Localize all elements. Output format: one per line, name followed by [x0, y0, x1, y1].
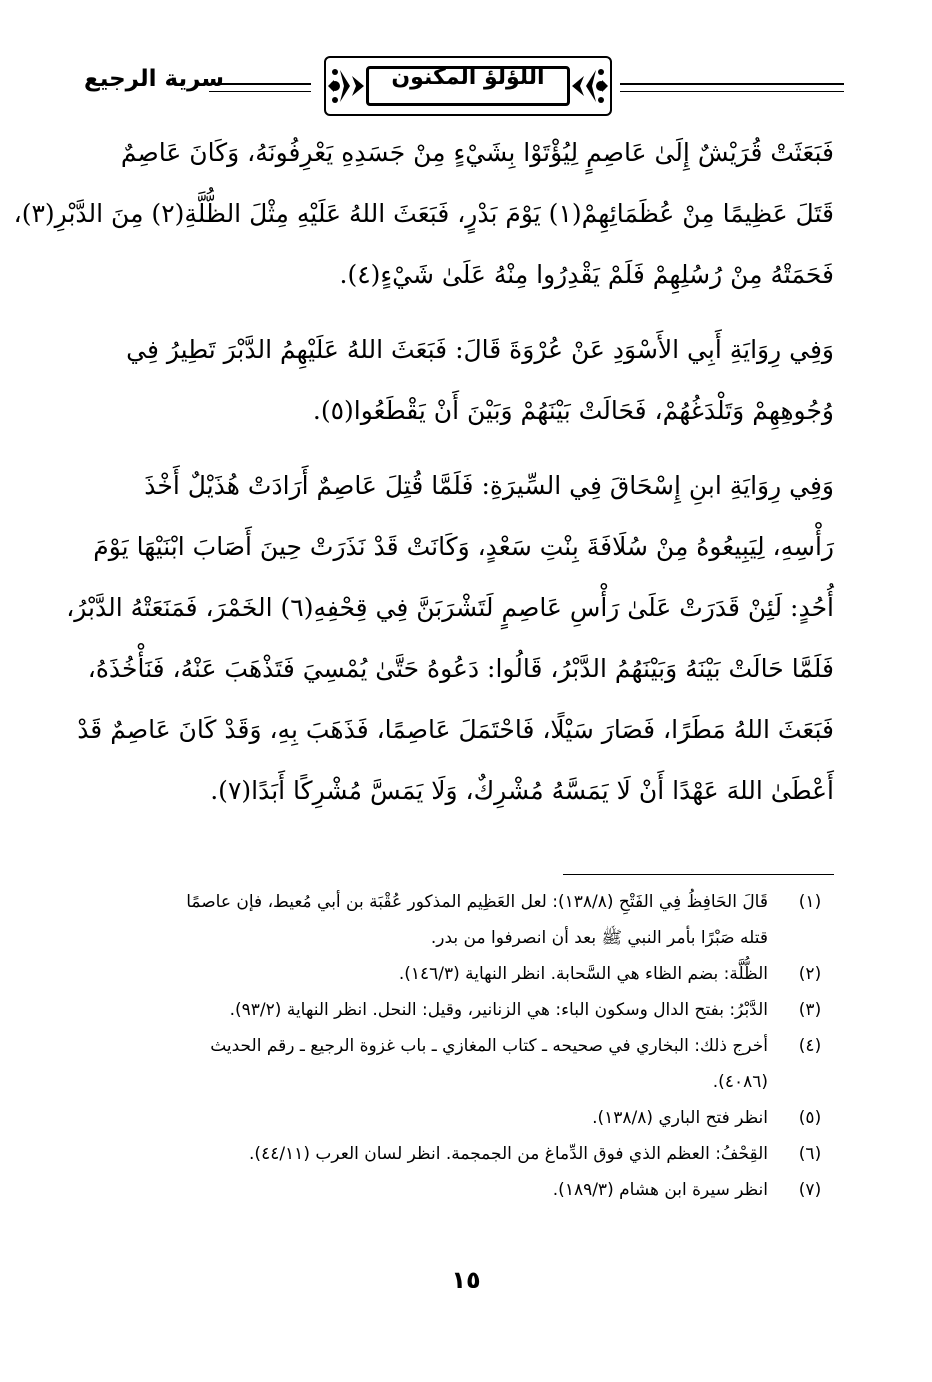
text-line: فَحَمَتْهُ مِنْ رُسُلِهِمْ فَلَمْ يَقْدِرُوا مِنْهُ عَلَىٰ شَيْءٍ(٤).	[339, 260, 834, 289]
footnote-text: الدَّبْرُ: بفتح الدال وسكون الباء: هي الزنانير، وقيل: النحل. انظر النهاية (٩٣/٢).	[229, 1000, 768, 1020]
text-line: قَتَلَ عَظِيمًا مِنْ عُظَمَائِهِمْ(١) يَوْمَ بَدْرٍ، فَبَعَثَ اللهُ عَلَيْهِ مِثْلَ الظُّلَّةِ(٢) مِنَ الدَّبْرِ(٣)،	[13, 199, 834, 228]
paragraph	[66, 455, 834, 821]
footnote-text: انظر فتح الباري (١٣٨/٨).	[592, 1108, 768, 1128]
paragraph	[96, 319, 834, 441]
footnote-number: (٤)	[798, 1036, 822, 1056]
footnote-separator	[563, 874, 834, 875]
footnote	[96, 884, 834, 956]
footnote-text: انظر سيرة ابن هشام (١٨٩/٣).	[552, 1180, 768, 1200]
header-rule-left	[209, 83, 311, 92]
text-line: فَبَعَثَ اللهُ مَطَرًا، فَصَارَ سَيْلًا، فَاحْتَمَلَ عَاصِمًا، فَذَهَبَ بِهِ، وَقَدْ كَانَ عَاصِمٌ قَدْ	[77, 715, 834, 744]
chapter-title: سرية الرجيع	[84, 66, 225, 92]
footnote-text: قتله صَبْرًا بأمر النبي ﷺ بعد أن انصرفوا من بدر.	[430, 928, 768, 948]
main-text	[13, 122, 834, 821]
text-line: وَفِي رِوَايَةِ ابنِ إِسْحَاقَ فِي السِّيرَةِ: فَلَمَّا قُتِلَ عَاصِمٌ أَرَادَتْ هُذَيْلٌ أَخْذَ	[144, 471, 834, 500]
paragraph-gap	[96, 441, 834, 455]
footnote	[96, 1028, 834, 1100]
footnote-number: (٧)	[798, 1180, 822, 1200]
footnote-text: قَالَ الحَافِظُ فِي الفَتْحِ (١٣٨/٨): لعل العَظِيم المذكور عُقْبَة بن أبي مُعيط، فإن عاصمًا	[186, 892, 768, 912]
footnote-text: القِحْفُ: العظم الذي فوق الدِّماغ من الجمجمة. انظر لسان العرب (٤٤/١١).	[249, 1144, 768, 1164]
title-cartouche	[324, 56, 612, 116]
paragraph-gap	[96, 305, 834, 319]
footnote	[96, 956, 834, 992]
footnote	[96, 992, 834, 1028]
text-line: رَأْسِهِ، لِيَبِيعُوهُ مِنْ سُلَافَةَ بِنْتِ سَعْدٍ، وَكَانَتْ قَدْ نَذَرَتْ حِينَ أَصَابَ ابْنَيْهَا يَوْمَ	[93, 532, 834, 561]
footnote-number: (١)	[798, 892, 822, 912]
footnote-number: (٣)	[798, 1000, 822, 1020]
text-line: وَفِي رِوَايَةِ أَبِي الأَسْوَدِ عَنْ عُرْوَةَ قَالَ: فَبَعَثَ اللهُ عَلَيْهِمُ الدَّبْرَ تَطِيرُ فِي	[126, 335, 834, 364]
footnote-number: (٦)	[798, 1144, 822, 1164]
text-line: أُحُدٍ: لَئِنْ قَدَرَتْ عَلَىٰ رَأْسِ عَاصِمٍ لَتَشْرَبَنَّ فِي قِحْفِهِ(٦) الخَمْرَ، فَمَنَعَتْهُ الدَّبْرُ،	[66, 593, 834, 622]
footnotes	[96, 884, 834, 1208]
footnote-number: (٥)	[798, 1108, 822, 1128]
footnote	[96, 1100, 834, 1136]
text-line: أَعْطَىٰ اللهَ عَهْدًا أَنْ لَا يَمَسَّهُ مُشْرِكٌ، وَلَا يَمَسَّ مُشْرِكًا أَبَدًا(٧).	[210, 776, 834, 805]
footnote-text: أخرج ذلك: البخاري في صحيحه ـ كتاب المغازي ـ باب غزوة الرجيع ـ رقم الحديث	[210, 1036, 768, 1056]
footnote-text: الظُّلَّة: بضم الظاء هي السَّحابة. انظر النهاية (١٤٦/٣).	[398, 964, 768, 984]
text-line: فَبَعَثَتْ قُرَيْشٌ إِلَىٰ عَاصِمٍ لِيُؤْتَوْا بِشَيْءٍ مِنْ جَسَدِهِ يَعْرِفُونَهُ، وَكَانَ عَاصِمٌ	[120, 138, 834, 167]
text-line: فَلَمَّا حَالَتْ بَيْنَهُ وَبَيْنَهُمُ الدَّبْرُ، قَالُوا: دَعُوهُ حَتَّىٰ يُمْسِيَ فَتَذْهَبَ عَنْهُ، فَنَأْخُذَهُ،	[87, 654, 834, 683]
header-rule-right	[620, 83, 844, 92]
footnote-text: (٤٠٨٦).	[712, 1072, 768, 1092]
running-header	[84, 56, 844, 116]
footnote	[96, 1172, 834, 1208]
paragraph	[13, 122, 834, 305]
footnote	[96, 1136, 834, 1172]
footnote-number: (٢)	[798, 964, 822, 984]
page-number: ١٥	[451, 1266, 481, 1294]
book-title: اللؤلؤ المكنون	[391, 65, 545, 90]
text-line: وُجُوهِهِمْ وَتَلْدَغُهُمْ، فَحَالَتْ بَيْنَهُمْ وَبَيْنَ أَنْ يَقْطَعُوا(٥).	[312, 396, 834, 425]
ornament-right-icon	[570, 64, 610, 108]
